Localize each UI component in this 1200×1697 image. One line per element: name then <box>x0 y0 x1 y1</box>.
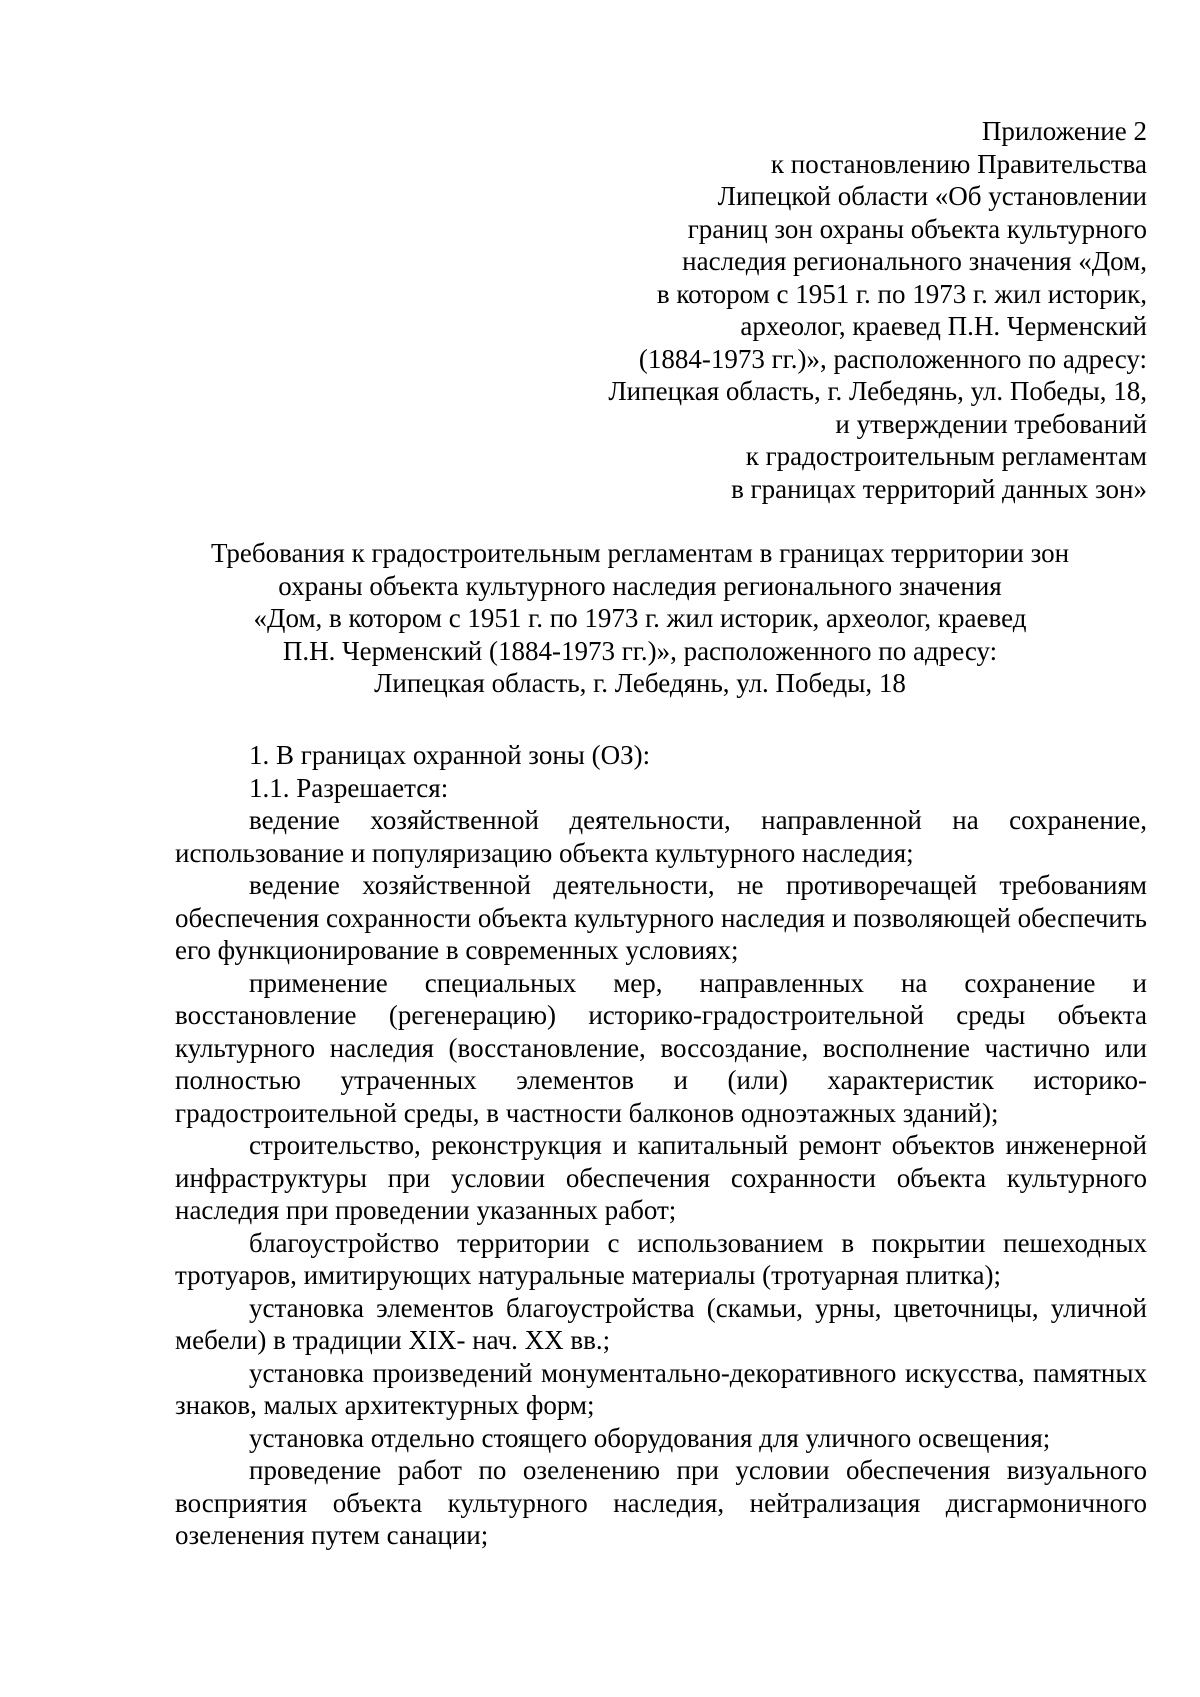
document-body <box>175 739 1147 1552</box>
appendix-line: в границах территорий данных зон» <box>731 473 1147 504</box>
title-line: охраны объекта культурного наследия регионального значения <box>278 570 1002 601</box>
permitted-item: ведение хозяйственной деятельности, направленной на сохранение, использование и популяризацию объекта культурного наследия; <box>175 805 1147 868</box>
document-title <box>175 537 1105 700</box>
permitted-item: установка элементов благоустройства (скамьи, урны, цветочницы, уличной мебели) в традиции XIX- нач. XX вв.; <box>175 1292 1147 1355</box>
appendix-line: археолог, краевед П.Н. Черменский <box>740 311 1147 341</box>
appendix-line: в котором с 1951 г. по 1973 г. жил историк, <box>656 278 1147 309</box>
appendix-line: Приложение 2 <box>981 116 1147 146</box>
title-line: Требования к градостроительным регламентам в границах территории зон <box>210 538 1070 568</box>
permitted-item: установка произведений монументально-декоративного искусства, памятных знаков, малых архитектурных форм; <box>175 1357 1147 1420</box>
appendix-line: границ зон охраны объекта культурного <box>687 213 1147 244</box>
subsection-heading: 1.1. Разрешается: <box>249 772 449 803</box>
appendix-line: к постановлению Правительства <box>770 148 1147 179</box>
appendix-header <box>447 115 1147 505</box>
permitted-item: ведение хозяйственной деятельности, не противоречащей требованиям обеспечения сохранности объекта культурного наследия и позволяющей обеспечить его функционирование в современных условиях; <box>175 870 1147 965</box>
appendix-line: к градостроительным регламентам <box>745 441 1147 471</box>
permitted-item: установка отдельно стоящего оборудования для уличного освещения; <box>249 1422 1051 1453</box>
appendix-line: Липецкой области «Об установлении <box>717 181 1147 211</box>
permitted-item: благоустройство территории с использованием в покрытии пешеходных тротуаров, имитирующих натуральные материалы (тротуарная плитка); <box>175 1227 1147 1290</box>
appendix-line: наследия регионального значения «Дом, <box>682 246 1147 276</box>
title-line: Липецкая область, г. Лебедянь, ул. Победы, 18 <box>374 668 906 698</box>
appendix-line: (1884-1973 гг.)», расположенного по адресу: <box>638 343 1147 374</box>
appendix-line: и утверждении требований <box>835 408 1147 439</box>
title-line: П.Н. Черменский (1884-1973 гг.)», расположенного по адресу: <box>282 635 998 666</box>
permitted-item: строительство, реконструкция и капитальный ремонт объектов инженерной инфраструктуры при условии обеспечения сохранности объекта культурного наследия при проведении указанных работ; <box>175 1130 1147 1225</box>
section-heading: 1. В границах охранной зоны (ОЗ): <box>249 740 651 770</box>
permitted-item: применение специальных мер, направленных на сохранение и восстановление (регенерацию) историко-градостроительной среды объекта культурного наследия (восстановление, воссоздание, восполнение частично или полностью утраченных элементов и (или) характеристик историко-градостроительной среды, в частности балконов одноэтажных зданий); <box>175 967 1147 1128</box>
appendix-line: Липецкая область, г. Лебедянь, ул. Победы, 18, <box>608 376 1147 406</box>
title-line: «Дом, в котором с 1951 г. по 1973 г. жил историк, археолог, краевед <box>253 603 1027 633</box>
permitted-item: проведение работ по озеленению при условии обеспечения визуального восприятия объекта культурного наследия, нейтрализация дисгармоничного озеленения путем санации; <box>175 1455 1147 1550</box>
